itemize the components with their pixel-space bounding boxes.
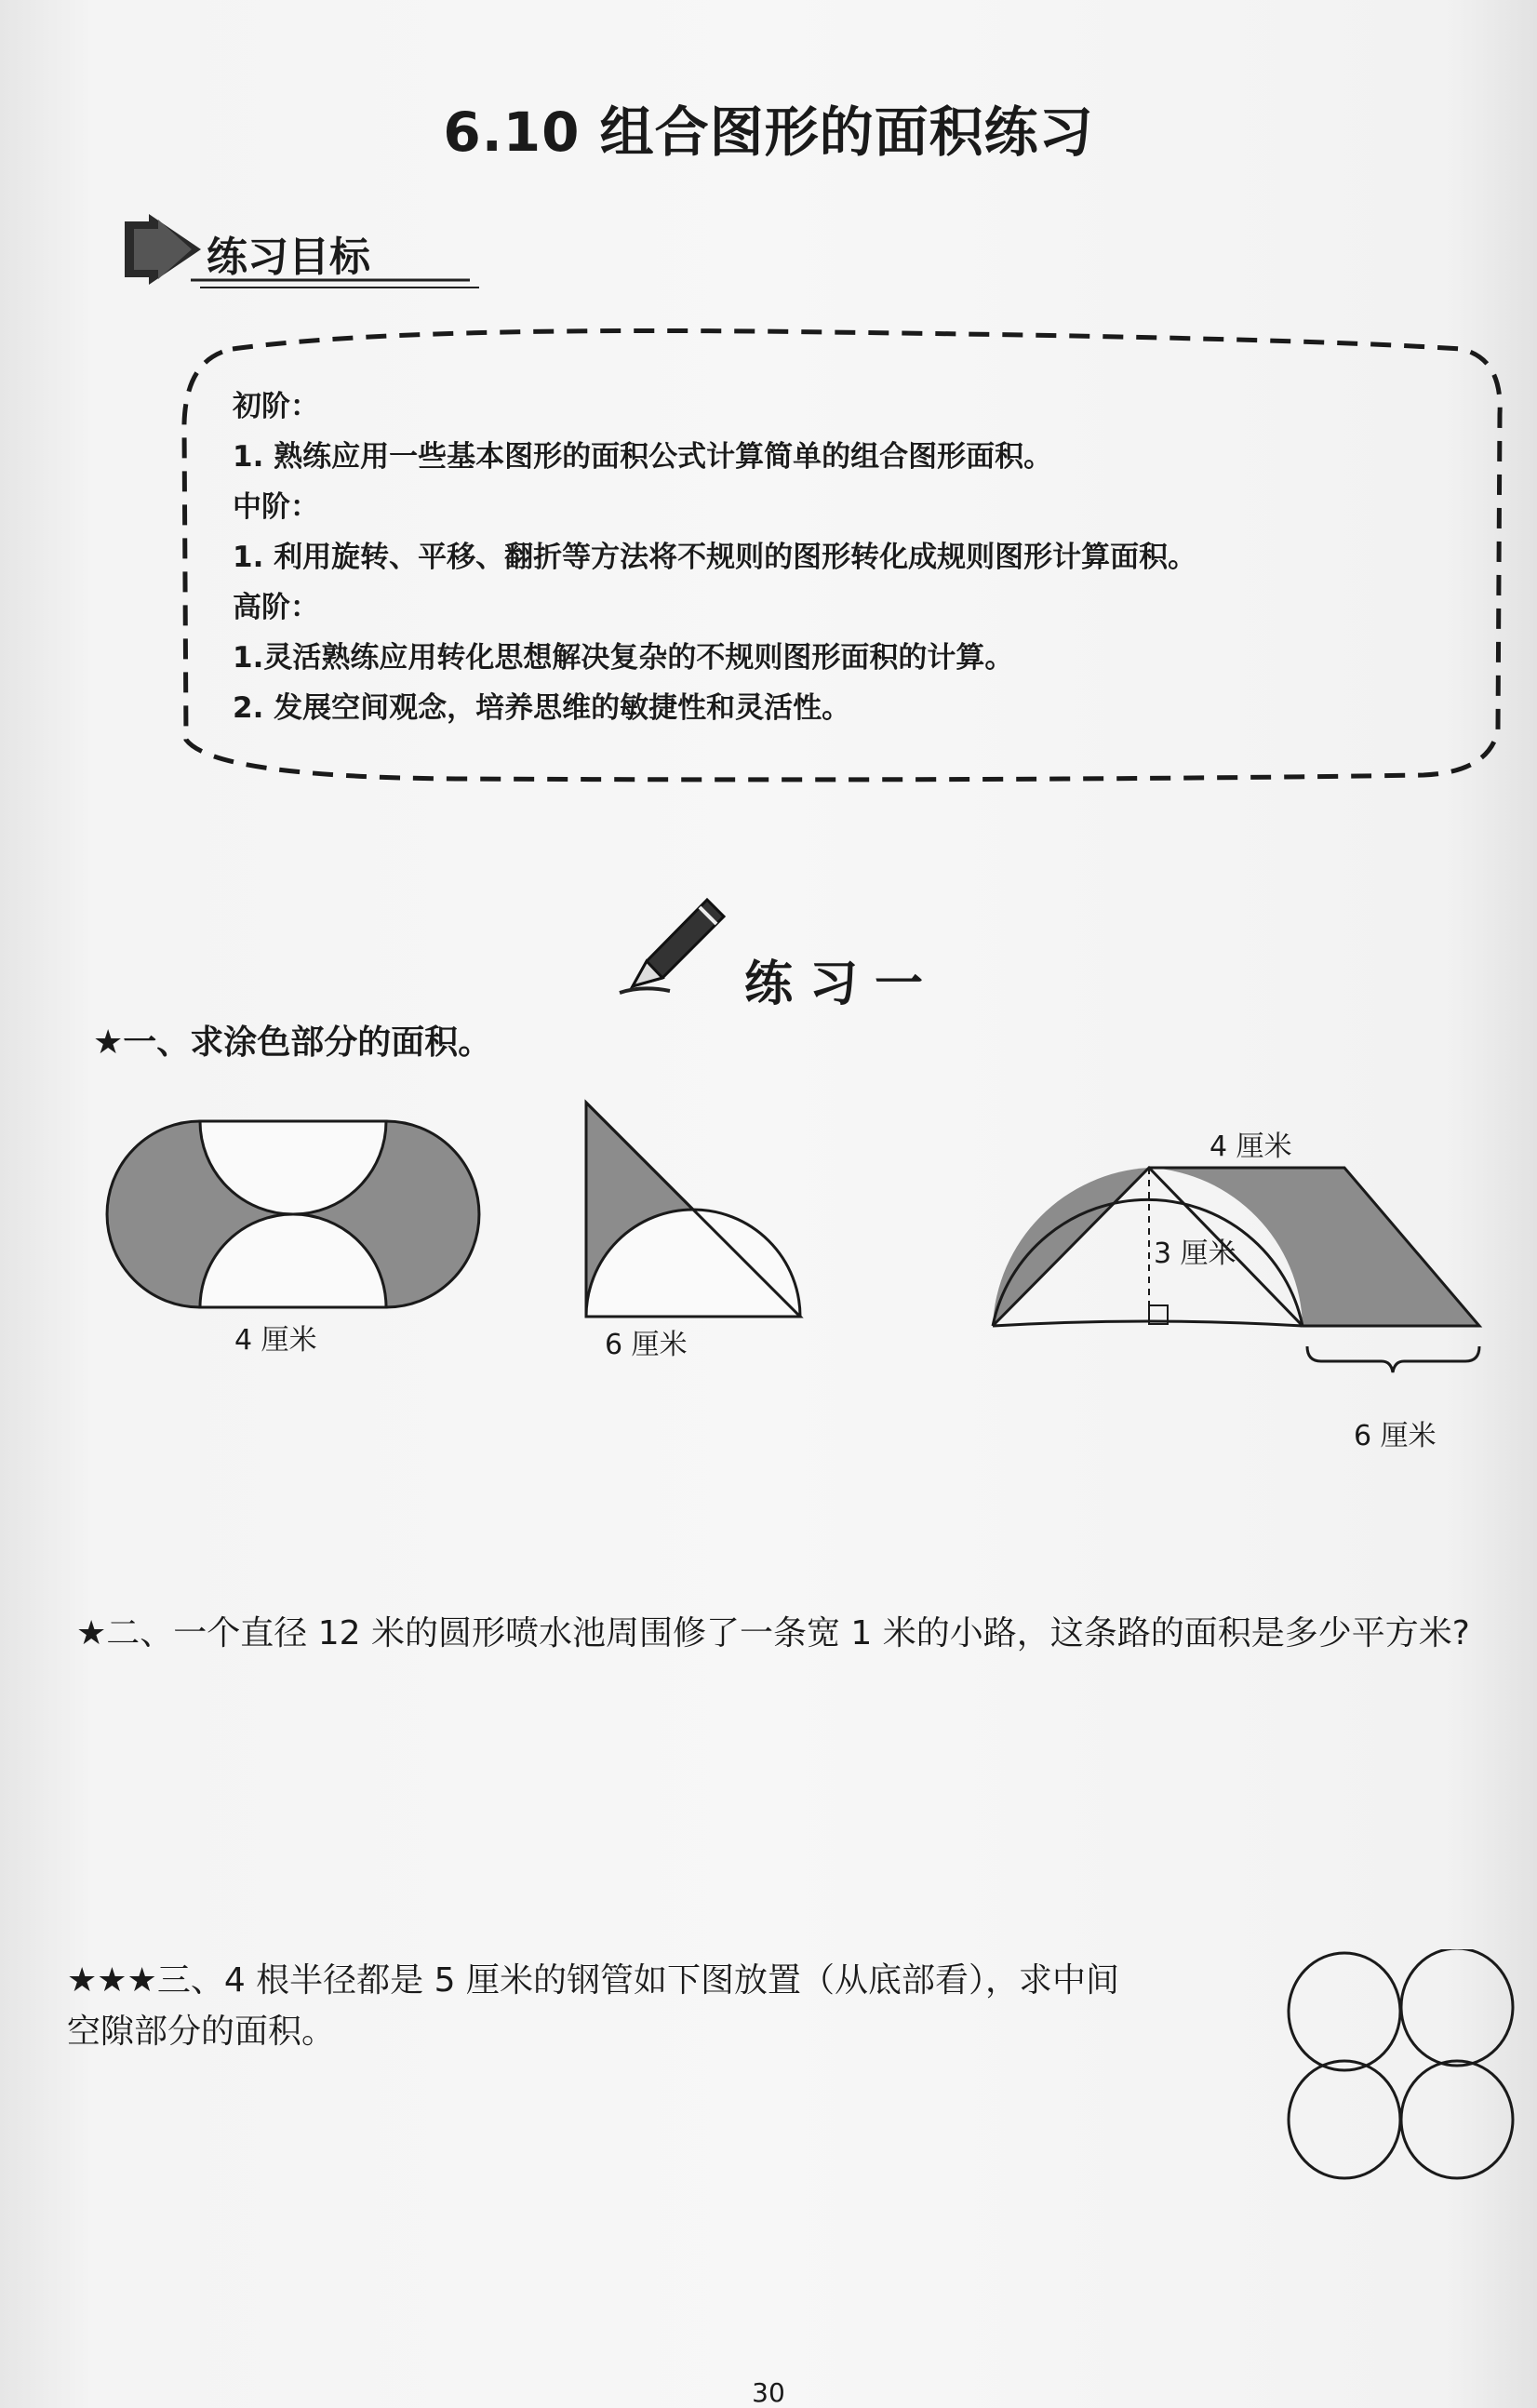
figure-four-pipes	[1284, 1949, 1517, 2182]
pipe-circle	[1289, 2061, 1400, 2178]
question-3-line-1: ★★★三、4 根半径都是 5 厘米的钢管如下图放置（从底部看），求中间	[67, 1961, 1119, 2000]
goal-line: 2. 发展空间观念，培养思维的敏捷性和灵活性。	[233, 691, 851, 725]
pipe-circle	[1289, 1953, 1400, 2070]
figure-stadium	[102, 1112, 484, 1317]
goals-list	[233, 381, 1196, 733]
exercise-title: 练习一	[744, 957, 941, 1012]
figure-2-label: 6 厘米	[605, 1329, 688, 1361]
figure-triangle-semicircle	[577, 1093, 809, 1326]
question-3-line-2: 空隙部分的面积。	[67, 2013, 336, 2051]
goal-line: 1. 熟练应用一些基本图形的面积公式计算简单的组合图形面积。	[233, 440, 1053, 474]
page-number: 30	[752, 2377, 785, 2408]
pencil-icon	[614, 889, 735, 1000]
goal-level-basic: 初阶：	[233, 390, 319, 423]
figure-1-label: 4 厘米	[234, 1324, 317, 1357]
goal-level-advanced: 高阶：	[233, 591, 319, 624]
pipe-circle	[1401, 2061, 1513, 2178]
figure-3-top-label: 4 厘米	[1210, 1130, 1292, 1163]
goal-level-intermediate: 中阶：	[233, 490, 319, 524]
question-1: ★一、求涂色部分的面积。	[93, 1023, 492, 1062]
goal-line: 1. 利用旋转、平移、翻折等方法将不规则的图形转化成规则图形计算面积。	[233, 541, 1197, 574]
goals-underline	[191, 275, 479, 292]
goals-heading: 练习目标	[207, 234, 370, 281]
pipe-circle	[1401, 1949, 1513, 2066]
figure-trapezoid-semicircle	[982, 1140, 1503, 1382]
figure-3-height-label: 3 厘米	[1154, 1237, 1236, 1270]
figure-3-bottom-label: 6 厘米	[1354, 1420, 1437, 1452]
goal-line: 1.灵活熟练应用转化思想解决复杂的不规则图形面积的计算。	[233, 641, 1014, 675]
question-2: ★二、一个直径 12 米的圆形喷水池周围修了一条宽 1 米的小路，这条路的面积是多少平方米?	[76, 1614, 1470, 1652]
page-title: 6.10 组合图形的面积练习	[443, 100, 1094, 164]
